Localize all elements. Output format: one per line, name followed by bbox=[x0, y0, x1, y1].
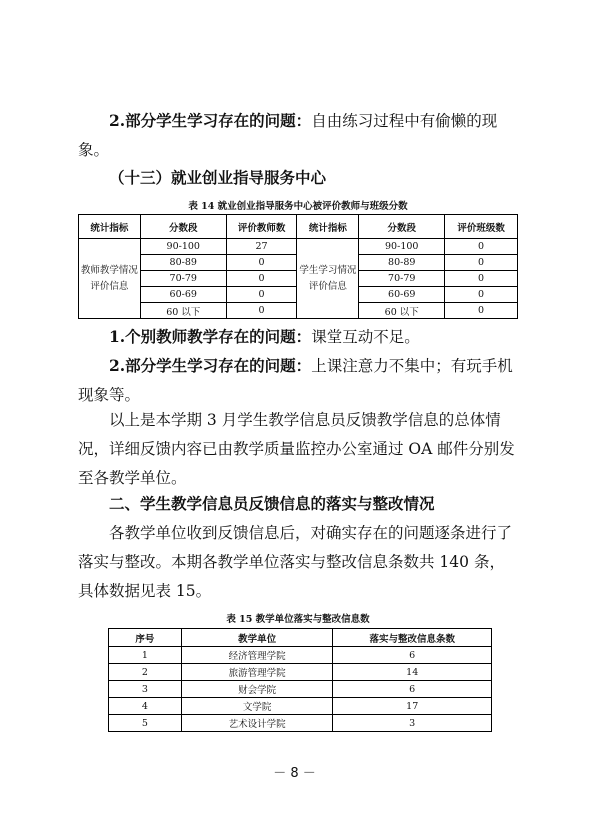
table-row bbox=[109, 664, 492, 681]
table15-cell: 6 bbox=[333, 647, 492, 664]
table14-cell: 0 bbox=[226, 287, 297, 303]
table15-cell: 2 bbox=[109, 664, 182, 681]
teacher-problem-text: 课堂互动不足。 bbox=[311, 328, 420, 346]
table14-caption: 表 14 就业创业指导服务中心被评价教师与班级分数 bbox=[188, 201, 408, 212]
prev-problem-paragraph bbox=[78, 106, 518, 165]
student-problem-paragraph bbox=[78, 351, 518, 410]
table14-header: 统计指标 bbox=[297, 215, 359, 239]
table14-cell: 60 以下 bbox=[140, 303, 226, 319]
table15-header: 落实与整改信息条数 bbox=[333, 629, 492, 647]
table14-cell: 0 bbox=[445, 303, 518, 319]
table14-cell: 80-89 bbox=[359, 255, 445, 271]
table15-cell: 经济管理学院 bbox=[181, 647, 333, 664]
prev-problem-label: 2.部分学生学习存在的问题： bbox=[109, 111, 312, 130]
table15-cell: 文学院 bbox=[181, 698, 333, 715]
table14-header: 评价班级数 bbox=[445, 215, 518, 239]
table14-cell: 60 以下 bbox=[359, 303, 445, 319]
table-row bbox=[109, 647, 492, 664]
table14-cell: 27 bbox=[226, 239, 297, 255]
section-2-paragraph: 各教学单位收到反馈信息后，对确实存在的问题逐条进行了落实与整改。本期各教学单位落实与整改信息条数共 140 条，具体数据见表 15。 bbox=[78, 524, 513, 600]
table15-header: 教学单位 bbox=[181, 629, 333, 647]
student-problem-text: 上课注意力不集中；有玩手机现象等。 bbox=[78, 357, 513, 404]
table-row bbox=[109, 681, 492, 698]
section-13-heading: （十三）就业创业指导服务中心 bbox=[109, 168, 327, 187]
table14-header: 评价教师数 bbox=[226, 215, 297, 239]
table14-cell: 0 bbox=[445, 239, 518, 255]
table15-caption: 表 15 教学单位落实与整改信息数 bbox=[226, 614, 370, 625]
table14-cell: 80-89 bbox=[140, 255, 226, 271]
table14-header: 分数段 bbox=[140, 215, 226, 239]
table14-cell: 0 bbox=[226, 271, 297, 287]
prev-problem-text: 自由练习过程中有偷懒的现象。 bbox=[78, 112, 498, 159]
table15-cell: 财会学院 bbox=[181, 681, 333, 698]
table14-header: 分数段 bbox=[359, 215, 445, 239]
table15-cell: 5 bbox=[109, 715, 182, 732]
table15-cell: 旅游管理学院 bbox=[181, 664, 333, 681]
table14-cell: 60-69 bbox=[359, 287, 445, 303]
student-group-label: 学生学习情况评价信息 bbox=[297, 239, 359, 319]
table14-cell: 90-100 bbox=[359, 239, 445, 255]
table15-cell: 1 bbox=[109, 647, 182, 664]
student-problem-label: 2.部分学生学习存在的问题： bbox=[109, 356, 312, 375]
table15-cell: 3 bbox=[333, 715, 492, 732]
table14-cell: 70-79 bbox=[359, 271, 445, 287]
table15-cell: 艺术设计学院 bbox=[181, 715, 333, 732]
table15-cell: 4 bbox=[109, 698, 182, 715]
table14-header-row bbox=[79, 215, 518, 239]
table-row bbox=[79, 239, 518, 255]
page-number: － 8 － bbox=[273, 766, 316, 781]
teacher-problem-label: 1.个别教师教学存在的问题： bbox=[109, 327, 312, 346]
table14-cell: 0 bbox=[445, 271, 518, 287]
table14-cell: 90-100 bbox=[140, 239, 226, 255]
table-row bbox=[109, 715, 492, 732]
table15-cell: 14 bbox=[333, 664, 492, 681]
table15-cell: 6 bbox=[333, 681, 492, 698]
table15 bbox=[108, 628, 492, 732]
table14-header: 统计指标 bbox=[79, 215, 141, 239]
teacher-group-label: 教师教学情况评价信息 bbox=[79, 239, 141, 319]
teacher-problem-paragraph bbox=[78, 322, 518, 352]
table15-header-row bbox=[109, 629, 492, 647]
table15-cell: 17 bbox=[333, 698, 492, 715]
section-2-heading: 二、学生教学信息员反馈信息的落实与整改情况 bbox=[109, 494, 435, 513]
table-row bbox=[109, 698, 492, 715]
table14-cell: 0 bbox=[445, 255, 518, 271]
table14-cell: 0 bbox=[226, 303, 297, 319]
table15-cell: 3 bbox=[109, 681, 182, 698]
table15-header: 序号 bbox=[109, 629, 182, 647]
table14-cell: 70-79 bbox=[140, 271, 226, 287]
table14-cell: 0 bbox=[445, 287, 518, 303]
table14-cell: 0 bbox=[226, 255, 297, 271]
table14 bbox=[78, 214, 518, 319]
summary-paragraph: 以上是本学期 3 月学生教学信息员反馈教学信息的总体情况，详细反馈内容已由教学质量监控办公室通过 OA 邮件分别发至各教学单位。 bbox=[78, 411, 515, 487]
table14-cell: 60-69 bbox=[140, 287, 226, 303]
